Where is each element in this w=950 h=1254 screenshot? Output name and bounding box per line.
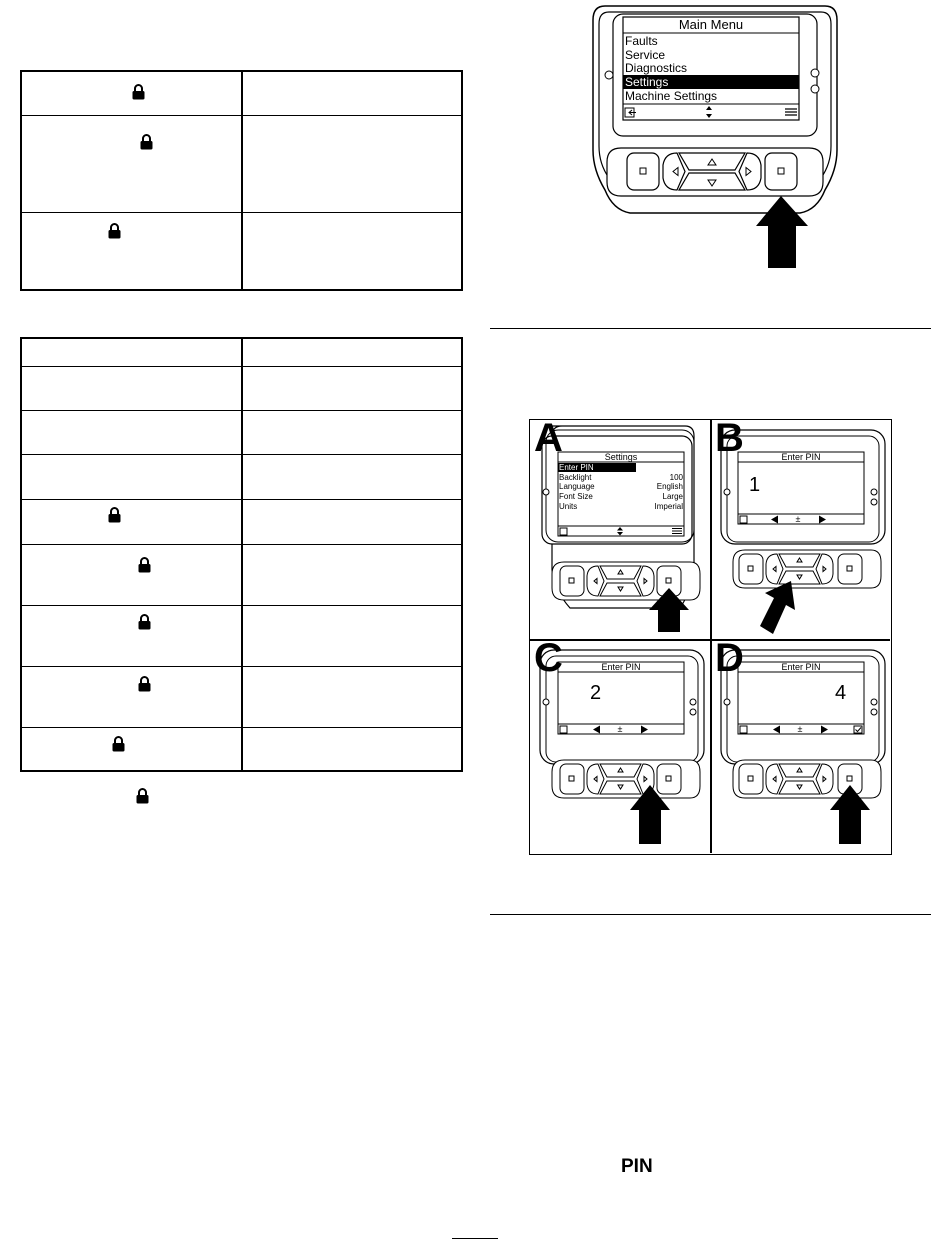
pin-digit: 4 xyxy=(835,682,847,704)
menu-item-service: Service xyxy=(625,48,666,62)
lock-icon xyxy=(108,507,121,523)
pin-title: Enter PIN xyxy=(781,452,821,462)
settings-row-value: English xyxy=(656,482,683,491)
lock-icon xyxy=(138,614,151,630)
table-row xyxy=(22,116,461,213)
settings-row-label: Font Size xyxy=(559,492,593,501)
svg-text:±: ± xyxy=(795,514,801,524)
main-menu-title: Main Menu xyxy=(678,17,744,32)
lock-icon xyxy=(140,134,153,150)
menu-item-settings: Settings xyxy=(625,75,669,89)
section-divider xyxy=(490,914,931,915)
settings-table-1 xyxy=(20,70,463,291)
table-row xyxy=(22,667,461,728)
panel-c xyxy=(530,636,709,854)
lock-icon xyxy=(132,84,145,100)
menu-item-machine-settings: Machine Settings xyxy=(625,89,718,103)
page-number-rule xyxy=(452,1238,498,1239)
lock-icon xyxy=(136,788,149,804)
panel-b xyxy=(711,416,890,638)
table-row xyxy=(22,545,461,606)
panel-letter: B xyxy=(715,416,744,460)
menu-item-diagnostics: Diagnostics xyxy=(625,61,688,75)
panel-letter: D xyxy=(715,636,744,680)
settings-table-2 xyxy=(20,337,463,772)
lock-icon xyxy=(138,557,151,573)
lock-icon xyxy=(112,736,125,752)
settings-row-value: Imperial xyxy=(654,502,683,511)
svg-text:±: ± xyxy=(797,724,803,734)
table-row xyxy=(22,606,461,667)
settings-row-value: 100 xyxy=(669,473,683,482)
table-row xyxy=(22,728,461,772)
pin-title: Enter PIN xyxy=(781,662,821,672)
pin-digit: 1 xyxy=(749,474,761,496)
table-row xyxy=(22,411,461,455)
table-row xyxy=(22,455,461,500)
table-header-row xyxy=(22,339,461,367)
settings-row-value: Large xyxy=(662,492,683,501)
display-unit-outline xyxy=(585,0,845,275)
table-row xyxy=(22,367,461,411)
panel-letter: C xyxy=(534,636,563,680)
lock-icon xyxy=(138,676,151,692)
table-row xyxy=(22,72,461,116)
table-row xyxy=(22,500,461,545)
panel-a xyxy=(530,416,709,638)
svg-text:±: ± xyxy=(617,724,623,734)
panel-letter: A xyxy=(534,416,563,460)
settings-title: Settings xyxy=(604,452,638,462)
settings-row-label: Language xyxy=(559,482,595,491)
lock-icon xyxy=(108,223,121,239)
section-divider xyxy=(490,328,931,329)
settings-row-label: Backlight xyxy=(559,473,592,482)
menu-item-faults: Faults xyxy=(625,34,658,48)
settings-row-label: Units xyxy=(559,502,578,511)
pin-digit: 2 xyxy=(590,682,602,704)
main-menu-figure xyxy=(585,0,845,275)
table-row xyxy=(22,213,461,291)
settings-row-label: Enter PIN xyxy=(559,463,594,472)
panel-d xyxy=(711,636,890,854)
pointer-arrow-icon xyxy=(760,581,795,634)
pin-label: PIN xyxy=(621,1156,653,1177)
pin-title: Enter PIN xyxy=(601,662,641,672)
